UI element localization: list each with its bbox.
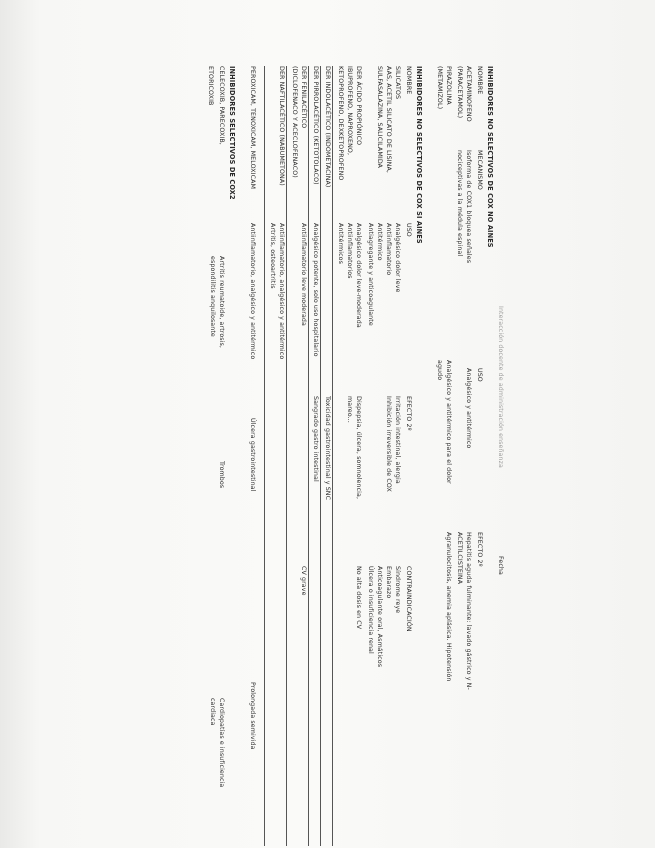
- sec2-r13-uso: Antiinflamatorio, analgésico y antitérmico: [249, 223, 256, 360]
- sec1-header-efecto: EFECTO 2º: [476, 532, 483, 567]
- sec2-r7-nombre: KETOPROFENO, DEXKETOPROFENO: [337, 66, 344, 181]
- sec2-r5-nombre: DER ÁCIDO PROPIÓNICO: [355, 66, 362, 146]
- sec1-header-nombre: NOMBRE: [476, 66, 483, 95]
- rotated-document: [185, 66, 505, 846]
- header-left: Interacción docente de administración enseñanza: [497, 306, 504, 469]
- sec1-r1-uso: Analgésico y antitérmico: [465, 368, 472, 449]
- sec2-r1-contraindicacion: Síndrome reye: [394, 566, 401, 614]
- row-divider: [332, 66, 333, 846]
- sec2-r1-efecto: Irritación intestinal, alergia: [394, 396, 401, 484]
- sec2-r6-uso: Antiinflamatorios: [346, 223, 353, 279]
- sec2-r10-contraindicacion: CV grave: [300, 566, 307, 596]
- row-divider: [308, 66, 309, 846]
- sec2-r7-uso: Antitérmicos: [337, 223, 344, 265]
- sec1-r1-nombre-b: (PARACETAMOL): [456, 66, 463, 119]
- sec3-r1-efecto: Trombos: [218, 461, 225, 489]
- sec2-header-nombre: NOMBRE: [405, 66, 412, 95]
- sec1-r1-efecto-b: ACETILCISTEINA: [456, 532, 463, 585]
- sec2-r11-nombre: (DICLOFENACO Y ACECLOFENACO): [291, 66, 298, 178]
- sec2-r5-uso: Analgésico dolor leve-moderada: [355, 223, 362, 328]
- section2-title: INHIBIDORES NO SELECTIVOS DE COX SI AINES: [415, 66, 423, 244]
- sec2-r13-contraindicacion: Prolongada semivida: [249, 682, 256, 750]
- sec2-r2-efecto: Inhibición irreversible de COX: [385, 396, 392, 492]
- sec1-r1-nombre-a: ACETAMINOFENO: [465, 66, 472, 122]
- sec2-r2-contraindicacion: Embarazo: [385, 566, 392, 599]
- sec2-r10-nombre: DER FENILACÉTICO: [300, 66, 307, 129]
- sec2-header-efecto: EFECTO 2º: [405, 396, 412, 431]
- sec2-r12-uso-a: Antiinflamatorio, analgésico y antitérmico: [278, 223, 285, 360]
- sec1-r2-uso-a: Analgésico y antitérmico para el dolor: [445, 360, 452, 484]
- sec1-r1-efecto-a: Hepatitis aguda fulminante: lavado gástrico y N-: [465, 532, 472, 690]
- sec2-r13-efecto: Úlcera gastrointestinal: [249, 418, 256, 492]
- sec2-r2-nombre: AAS, ACETIL SILICATO DE LISINA,: [385, 66, 392, 173]
- sec2-r2-uso: Antiinflamatorio: [385, 223, 392, 276]
- sec1-header-uso: USO: [476, 368, 483, 382]
- sec3-r1-contraindicacion-a: Cardiopatías e insuficiencia: [218, 698, 225, 788]
- sec1-r1-mecanismo-b: nociceptivas a la médula espinal: [456, 150, 463, 257]
- sec2-r12-nombre: DER NAFTILACÉTICO (NABUMETONA): [278, 66, 285, 186]
- sec2-r1-uso: Analgésico dolor leve: [394, 223, 401, 293]
- row-divider: [286, 66, 287, 846]
- sec2-r3-contraindicacion: Anticoagulante oral, Asmáticos: [376, 566, 383, 668]
- sec3-r1-uso-b: espondilitis anquilosante: [209, 256, 216, 337]
- section1-title: INHIBIDORES NO SELECTIVOS DE COX NO AINES: [486, 66, 494, 248]
- sec2-r6-nombre: IBUPROFENO, NAPROXENO,: [346, 66, 353, 156]
- header-right: Fecha: [497, 556, 504, 575]
- sec2-r5-efecto: Dispepsia, úlcera, somnolencia,: [355, 396, 362, 500]
- sec3-r1-uso-a: Artritis reumatoide, artrosis,: [218, 256, 225, 348]
- sec2-header-uso: USO: [405, 223, 412, 237]
- sec3-r1-nombre: CELECOXIB, PARECOXIB,: [218, 66, 225, 145]
- sec2-r13-nombre: PEROXICAM, TENOXICAM, MELOXICAM: [249, 66, 256, 190]
- sec1-r2-efecto: Agranulocitosis, anemia aplásica. Hipotensión: [445, 532, 452, 682]
- sec2-r8-nombre: DER INDOLACÉTICO (INDOMETACINA): [324, 66, 331, 188]
- sec1-r1-mecanismo-a: Isoforma de COX1 bloquea señales: [465, 150, 472, 264]
- sec2-r10-uso: Antiinflamatorio leve moderada: [300, 223, 307, 326]
- sec2-r9-nombre: DER PIRROLACÉTICO (KETOTOLACO): [312, 66, 319, 185]
- sec2-r6-efecto: mareo...: [346, 396, 353, 423]
- sec1-r2-nombre-b: (METAMIZOL): [436, 66, 443, 110]
- sec2-r5-contraindicacion: No alta dosis en CV: [355, 566, 362, 630]
- sec2-header-contraindicacion: CONTRAINDICACIÓN: [405, 566, 412, 632]
- sec1-r2-uso-b: agudo: [436, 360, 443, 381]
- sec2-r4-contraindicacion: Úlcera o insuficiencia renal: [367, 566, 374, 654]
- sec1-r2-nombre-a: PIRAZOLINA: [445, 66, 452, 105]
- row-divider: [264, 66, 265, 846]
- sec2-r8-efecto: Toxicidad gastrointestinal y SNC: [324, 396, 331, 501]
- sec2-r3-nombre: SULFASALAZINA, SALICILAMIDA: [376, 66, 383, 169]
- sec2-r12-uso-b: Artritis, osteoartritis: [269, 223, 276, 289]
- section3-title: INHIBIDORES SELECTIVOS DE COX2: [228, 66, 236, 200]
- sec3-r1-contraindicacion-b: cardiaca: [209, 698, 216, 726]
- sec2-r1-nombre: SILICATOS: [394, 66, 401, 100]
- row-divider: [320, 66, 321, 846]
- sec2-r9-uso: Analgésico potente, solo uso hospitalario: [312, 223, 319, 357]
- sec2-r4-uso: Antiagregante y anticoagulante: [367, 223, 374, 326]
- sec2-r9-efecto: Sangrado gastro intestinal: [312, 396, 319, 482]
- sec2-r3-uso: Antitérmico: [376, 223, 383, 261]
- sec1-header-mecanismo: MECANISMO: [476, 150, 483, 190]
- sec3-r2-nombre: ETORICOXIB: [207, 66, 214, 106]
